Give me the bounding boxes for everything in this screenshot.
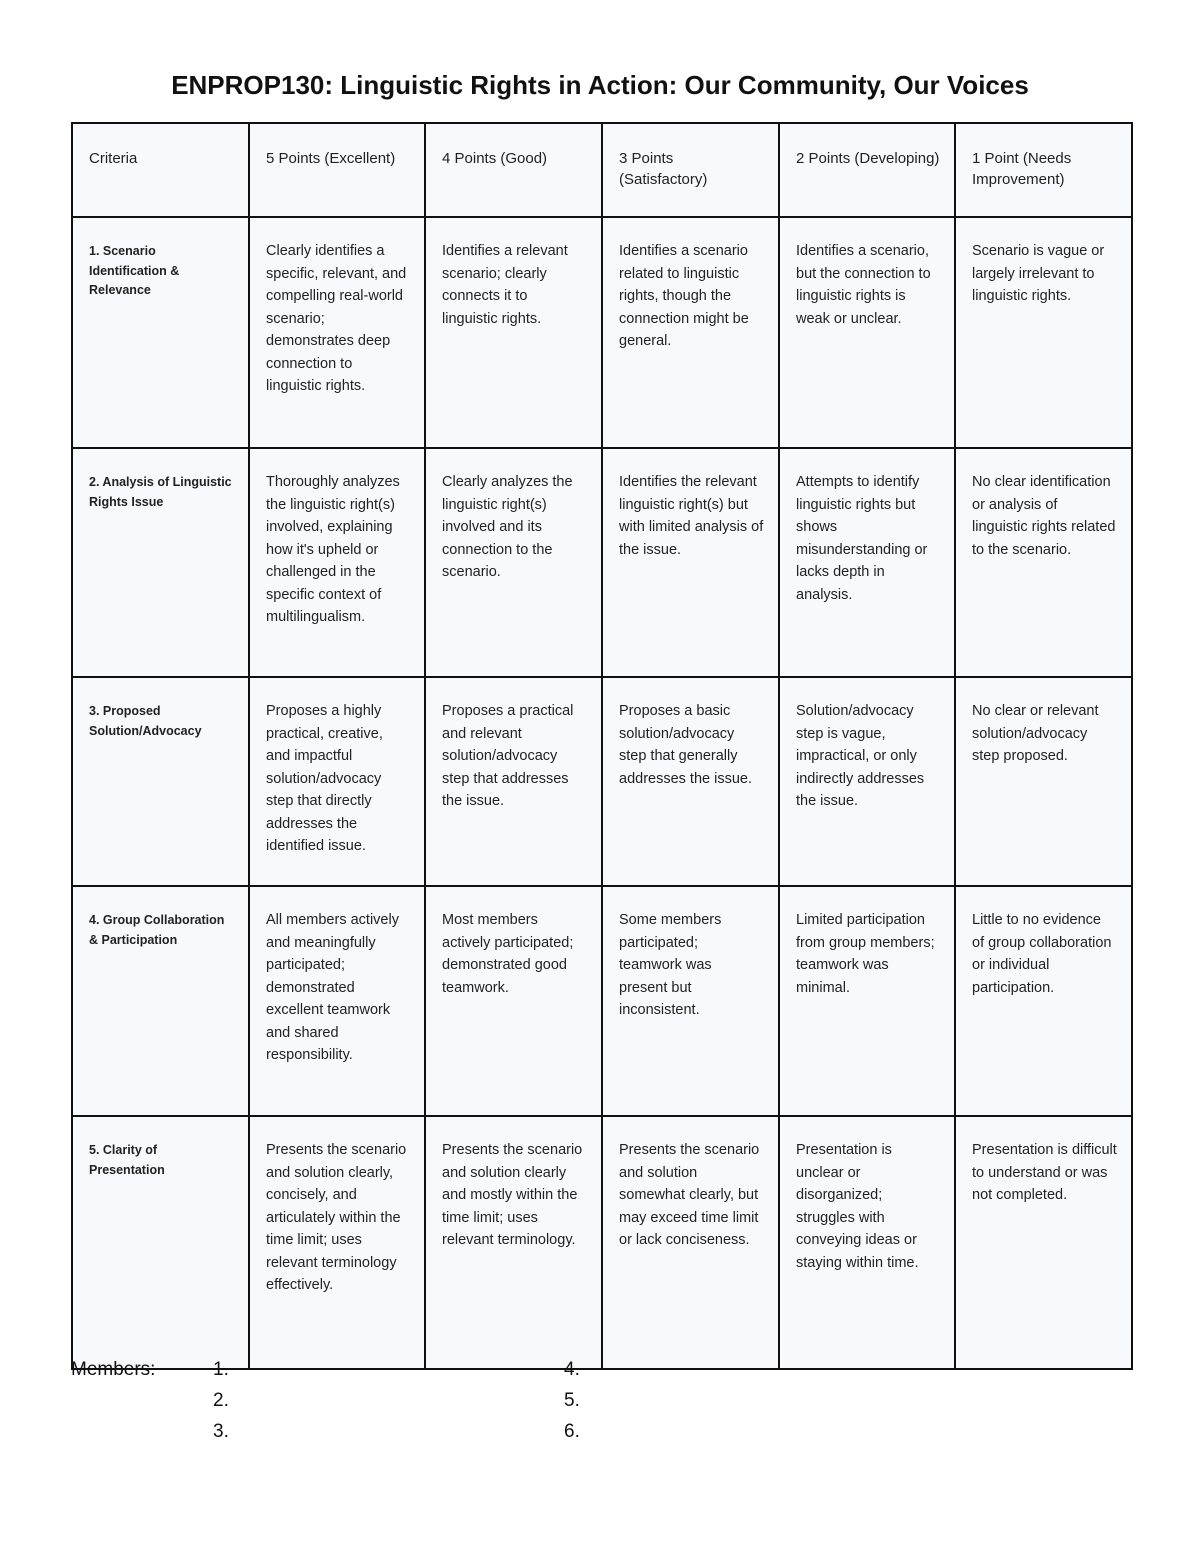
rubric-cell: Presents the scenario and solution clearly and mostly within the time limit; uses relevant terminology. — [425, 1116, 602, 1369]
rubric-row-clarity — [72, 1116, 1132, 1369]
header-3-points: 3 Points (Satisfactory) — [602, 123, 779, 217]
rubric-header-row — [72, 123, 1132, 217]
header-criteria: Criteria — [72, 123, 249, 217]
rubric-cell: Thoroughly analyzes the linguistic right(s) involved, explaining how it's upheld or challenged in the specific context of multilingualism. — [249, 448, 425, 677]
rubric-cell: Limited participation from group members; teamwork was minimal. — [779, 886, 955, 1116]
member-number: 4. — [564, 1359, 580, 1380]
rubric-row-collaboration — [72, 886, 1132, 1116]
rubric-cell: Identifies a scenario related to linguistic rights, though the connection might be general. — [602, 217, 779, 448]
rubric-cell: Proposes a highly practical, creative, and impactful solution/advocacy step that directly addresses the identified issue. — [249, 677, 425, 886]
rubric-cell: Proposes a practical and relevant solution/advocacy step that addresses the issue. — [425, 677, 602, 886]
rubric-cell: Some members participated; teamwork was present but inconsistent. — [602, 886, 779, 1116]
rubric-cell: Presents the scenario and solution somewhat clearly, but may exceed time limit or lack conciseness. — [602, 1116, 779, 1369]
rubric-row-scenario — [72, 217, 1132, 448]
rubric-cell: Most members actively participated; demonstrated good teamwork. — [425, 886, 602, 1116]
criterion-label: 2. Analysis of Linguistic Rights Issue — [72, 448, 249, 677]
criterion-label: 1. Scenario Identification & Relevance — [72, 217, 249, 448]
member-number: 2. — [213, 1390, 229, 1411]
rubric-cell: Clearly analyzes the linguistic right(s) involved and its connection to the scenario. — [425, 448, 602, 677]
rubric-cell: Identifies a scenario, but the connection to linguistic rights is weak or unclear. — [779, 217, 955, 448]
rubric-row-analysis — [72, 448, 1132, 677]
member-number: 3. — [213, 1421, 229, 1442]
member-number: 6. — [564, 1421, 580, 1442]
header-5-points: 5 Points (Excellent) — [249, 123, 425, 217]
rubric-cell: Presentation is unclear or disorganized; struggles with conveying ideas or staying within time. — [779, 1116, 955, 1369]
rubric-cell: Presentation is difficult to understand or was not completed. — [955, 1116, 1132, 1369]
rubric-cell: Identifies the relevant linguistic right(s) but with limited analysis of the issue. — [602, 448, 779, 677]
rubric-cell: No clear identification or analysis of linguistic rights related to the scenario. — [955, 448, 1132, 677]
criterion-label: 5. Clarity of Presentation — [72, 1116, 249, 1369]
page-title: ENPROP130: Linguistic Rights in Action: Our Community, Our Voices — [171, 70, 1029, 100]
header-2-points: 2 Points (Developing) — [779, 123, 955, 217]
rubric-cell: Little to no evidence of group collaboration or individual participation. — [955, 886, 1132, 1116]
member-number: 1. — [213, 1359, 229, 1380]
rubric-cell: Attempts to identify linguistic rights but shows misunderstanding or lacks depth in analysis. — [779, 448, 955, 677]
criterion-label: 3. Proposed Solution/Advocacy — [72, 677, 249, 886]
criterion-label: 4. Group Collaboration & Participation — [72, 886, 249, 1116]
rubric-row-solution — [72, 677, 1132, 886]
rubric-cell: Clearly identifies a specific, relevant, and compelling real-world scenario; demonstrates deep connection to linguistic rights. — [249, 217, 425, 448]
header-4-points: 4 Points (Good) — [425, 123, 602, 217]
rubric-cell: Solution/advocacy step is vague, impractical, or only indirectly addresses the issue. — [779, 677, 955, 886]
members-label: Members: — [71, 1359, 156, 1380]
rubric-cell: Identifies a relevant scenario; clearly connects it to linguistic rights. — [425, 217, 602, 448]
rubric-cell: No clear or relevant solution/advocacy step proposed. — [955, 677, 1132, 886]
rubric-cell: Scenario is vague or largely irrelevant to linguistic rights. — [955, 217, 1132, 448]
rubric-cell: Presents the scenario and solution clearly, concisely, and articulately within the time limit; uses relevant terminology effectively. — [249, 1116, 425, 1369]
member-number: 5. — [564, 1390, 580, 1411]
rubric-table — [71, 122, 1133, 1370]
rubric-cell: All members actively and meaningfully participated; demonstrated excellent teamwork and shared responsibility. — [249, 886, 425, 1116]
header-1-point: 1 Point (Needs Improvement) — [955, 123, 1132, 217]
rubric-cell: Proposes a basic solution/advocacy step that generally addresses the issue. — [602, 677, 779, 886]
